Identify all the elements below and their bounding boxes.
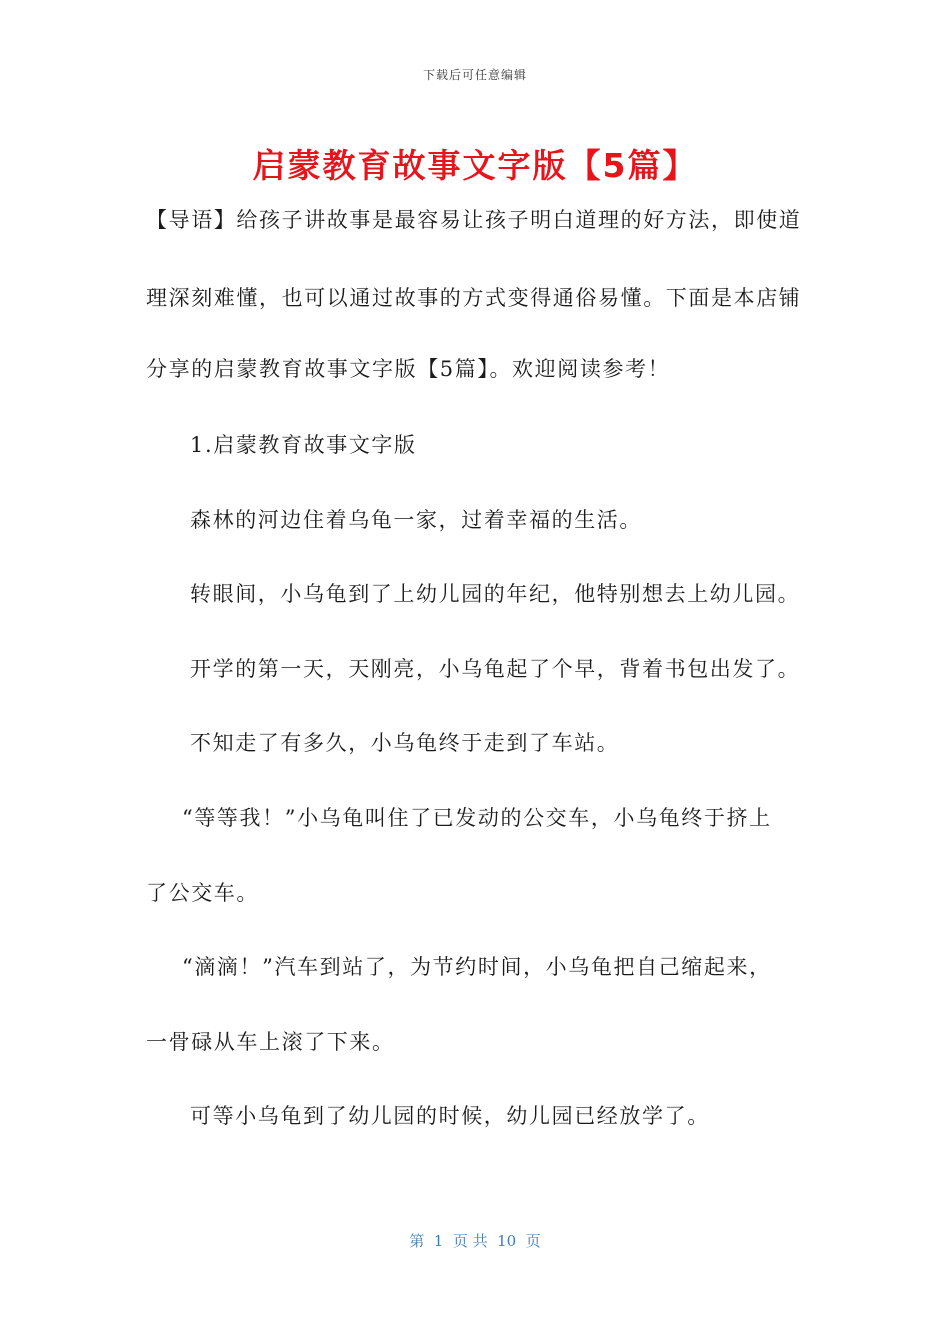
section-heading: 1.启蒙教育故事文字版 <box>190 433 417 457</box>
story-line-7: 可等小乌龟到了幼儿园的时候，幼儿园已经放学了。 <box>190 1104 710 1128</box>
story-line-5b: 了公交车。 <box>146 881 259 905</box>
story-line-6a: “滴滴！”汽车到站了，为节约时间，小乌龟把自己缩起来， <box>182 955 772 979</box>
header-note: 下载后可任意编辑 <box>422 68 527 82</box>
story-line-4: 不知走了有多久，小乌龟终于走到了车站。 <box>190 731 620 755</box>
page-footer: 第 1 页 共 10 页 <box>409 1232 541 1250</box>
story-line-3: 开学的第一天，天刚亮，小乌龟起了个早，背着书包出发了。 <box>190 657 801 681</box>
story-line-6b: 一骨碌从车上滚了下来。 <box>146 1030 395 1054</box>
intro-line-1: 【导语】给孩子讲故事是最容易让孩子明白道理的好方法，即使道 <box>146 208 802 232</box>
intro-line-3: 分享的启蒙教育故事文字版【5篇】。欢迎阅读参考！ <box>146 357 671 381</box>
intro-line-2: 理深刻难懂，也可以通过故事的方式变得通俗易懂。下面是本店铺 <box>146 286 802 310</box>
story-line-1: 森林的河边住着乌龟一家，过着幸福的生活。 <box>190 508 642 532</box>
story-line-5a: “等等我！”小乌龟叫住了已发动的公交车，小乌龟终于挤上 <box>182 806 772 830</box>
document-title: 启蒙教育故事文字版【5篇】 <box>252 146 698 185</box>
story-line-2: 转眼间，小乌龟到了上幼儿园的年纪，他特别想去上幼儿园。 <box>190 582 801 606</box>
